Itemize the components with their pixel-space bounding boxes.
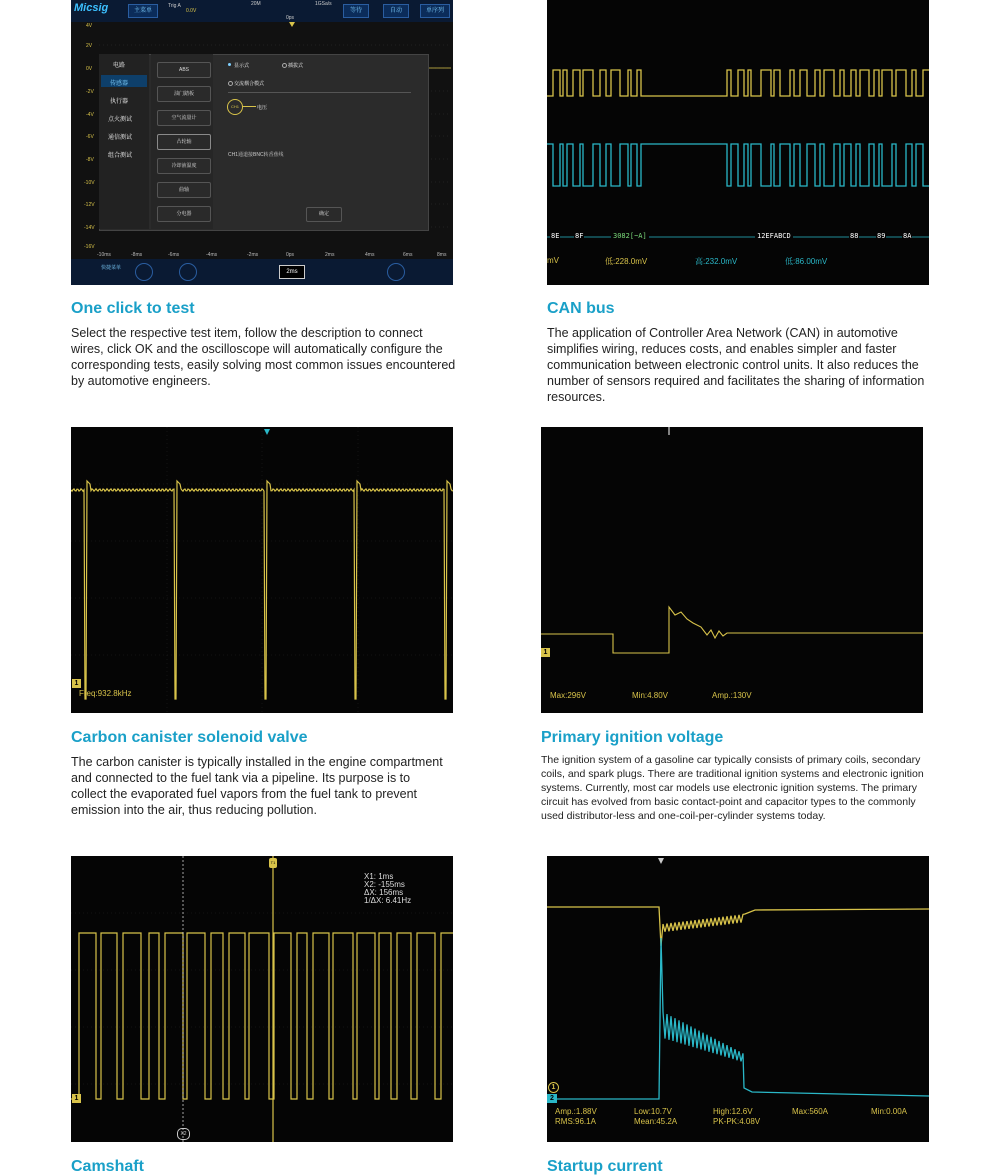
decode-frame: 88	[850, 232, 859, 240]
sensor-button-selected[interactable]: 凸轮轴	[157, 134, 211, 150]
y-tick: -6V	[86, 134, 94, 140]
section-description: Select the respective test item, follow the description to connect wires, click OK and the oscilloscope will automatically configure the corresponding tests, easily solving most common issues encountered by automotive engineers.	[71, 326, 456, 388]
decode-frame: 3082[~A]	[613, 232, 647, 240]
channel-marker: 2	[547, 1094, 557, 1103]
hint-text: CH1通道接BNC转香蕉线	[228, 152, 284, 158]
y-tick: -4V	[86, 112, 94, 118]
trace-ignition	[541, 607, 923, 653]
sensor-button[interactable]: 曲轴	[157, 182, 211, 198]
x-tick: -2ms	[247, 252, 259, 258]
sample-rate: 1GSa/s	[315, 1, 332, 7]
screenshot-carbon-canister	[71, 427, 453, 713]
y-tick: -10V	[84, 180, 95, 186]
measure-value: mV	[547, 256, 559, 265]
sensor-button[interactable]: 油门踏板	[157, 86, 211, 102]
x-tick: 4ms	[365, 252, 375, 258]
auto-button[interactable]: 自动	[383, 4, 409, 18]
wait-button[interactable]: 等待	[343, 4, 369, 18]
channel-label: 电压	[257, 105, 268, 111]
measure-value: Low:10.7V	[634, 1107, 672, 1116]
radio-icon[interactable]	[228, 81, 233, 86]
radio-label: 显示式	[234, 63, 250, 69]
screenshot-can-bus	[547, 0, 929, 285]
section-title: Primary ignition voltage	[541, 729, 724, 746]
decode-frame: 12EFABCD	[757, 232, 791, 240]
startup-waveforms	[547, 856, 929, 1142]
sensor-button[interactable]: 冷却液温度	[157, 158, 211, 174]
section-title: One click to test	[71, 300, 195, 317]
trace-current	[547, 938, 929, 1099]
sidebar-item[interactable]: 电路	[113, 63, 126, 69]
section-description: The ignition system of a gasoline car typically consists of primary coils, secondary coils, and spark plugs. There are traditional ignition systems and electronic ignition systems. Currently, most car models use electronic ignition systems. The primary circuit has evolved from basic contact-point and capacitor types to the commonly used distributor-less and one-coil-per-cylinder systems today.	[541, 754, 924, 822]
trace-can-low	[547, 144, 929, 186]
channel-icon: CH1	[227, 99, 243, 115]
measure-value: 低:86.00mV	[785, 257, 828, 266]
section-title: Camshaft	[71, 1158, 144, 1175]
knob-icon[interactable]	[387, 263, 405, 281]
x-tick: 6ms	[403, 252, 413, 258]
channel-marker: 1	[548, 1082, 559, 1093]
x-tick: -6ms	[168, 252, 180, 258]
x-tick: -4ms	[206, 252, 218, 258]
memory-depth: 20M	[251, 1, 261, 7]
y-tick: 2V	[86, 43, 93, 49]
radio-selected-icon[interactable]	[228, 63, 231, 66]
can-waveforms	[547, 0, 929, 285]
measure-value: Amp.:1.88V	[555, 1107, 597, 1116]
ignition-waveform	[541, 427, 923, 713]
amp-readout: Amp.:130V	[712, 691, 752, 700]
measure-value: Max:560A	[792, 1107, 829, 1116]
radio-label: 插拔式	[288, 63, 304, 69]
knob-icon[interactable]	[179, 263, 197, 281]
x-tick: -10ms	[97, 252, 111, 258]
dialog-divider	[228, 92, 411, 93]
decode-frame: 8E	[551, 232, 560, 240]
section-description: The application of Controller Area Network (CAN) in automotive simplifies wiring, reduces costs, and enables simpler and faster communication between electronic control units. It also reduces the number of sensors required and facilitates the sharing of information resources.	[547, 326, 925, 404]
channel-marker: 1	[541, 648, 550, 657]
position-readout: 0ps	[286, 15, 295, 21]
decode-frame: 8F	[575, 232, 584, 240]
main-menu-button[interactable]: 主菜单	[128, 4, 158, 18]
x-tick: 2ms	[325, 252, 335, 258]
logo: Micsig	[74, 2, 109, 14]
decode-frame: 8A	[903, 232, 912, 240]
quick-menu-button[interactable]: 快捷菜单	[101, 265, 122, 271]
knob-icon[interactable]	[135, 263, 153, 281]
timebase-readout[interactable]: 2ms	[279, 265, 305, 279]
canister-waveform	[71, 427, 453, 713]
section-title: Carbon canister solenoid valve	[71, 729, 308, 746]
sensor-button[interactable]: 空气流量计	[157, 110, 211, 126]
decode-frame: 89	[877, 232, 886, 240]
cursor-readout: X1: 1ms	[364, 872, 394, 881]
trigger-tag[interactable]: T1	[269, 858, 277, 868]
measure-value: Mean:45.2A	[634, 1117, 678, 1126]
section-description: The carbon canister is typically installed in the engine compartment and connected to the fuel tank via a pipeline. Its purpose is to collect the evaporated fuel vapors from the fuel tank to prevent emission into the air, thus reducing pollution.	[71, 755, 443, 817]
single-seq-button[interactable]: 单序列	[420, 4, 450, 18]
measure-value: 高:232.0mV	[695, 257, 738, 266]
frequency-readout: Freq:932.8kHz	[79, 689, 132, 698]
measure-value: RMS:96.1A	[555, 1117, 596, 1126]
trace-canister	[71, 481, 453, 699]
trig-value: 0.0V	[186, 8, 197, 14]
cursor-readout: ΔX: 156ms	[364, 888, 404, 897]
ok-button[interactable]: 确定	[306, 207, 342, 222]
trace-voltage	[547, 907, 929, 946]
cursor-tag[interactable]: X2	[177, 1128, 190, 1140]
y-tick: -8V	[86, 157, 94, 163]
radio-label: 交流耦合模式	[234, 81, 265, 87]
sensor-button[interactable]: 分电器	[157, 206, 211, 222]
y-tick: -12V	[84, 202, 95, 208]
channel-marker: 1	[72, 679, 81, 688]
trace-camshaft	[71, 933, 453, 1099]
sidebar-item[interactable]: 组合测试	[108, 153, 133, 159]
channel-line	[242, 106, 256, 107]
measure-value: 低:228.0mV	[605, 257, 648, 266]
section-title: CAN bus	[547, 300, 615, 317]
screenshot-startup-current	[547, 856, 929, 1142]
section-title: Startup current	[547, 1158, 663, 1175]
sidebar-item[interactable]: 点火测试	[108, 117, 133, 123]
sidebar-item[interactable]: 执行器	[110, 99, 129, 105]
x-tick: -8ms	[131, 252, 143, 258]
y-tick: 0V	[86, 66, 93, 72]
sidebar-item[interactable]: 传感器	[110, 81, 129, 87]
measure-value: Min:0.00A	[871, 1107, 908, 1116]
screenshot-primary-ignition	[541, 427, 923, 713]
y-tick: 4V	[86, 23, 93, 29]
screenshot-camshaft	[71, 856, 453, 1142]
y-tick: -16V	[84, 244, 95, 250]
channel-marker: 1	[72, 1094, 81, 1103]
cursor-readout: X2: -155ms	[364, 880, 405, 889]
y-tick: -14V	[84, 225, 95, 231]
measure-value: High:12.6V	[713, 1107, 753, 1116]
max-readout: Max:296V	[550, 691, 587, 700]
x-tick: 8ms	[437, 252, 447, 258]
measure-value: PK-PK:4.08V	[713, 1117, 761, 1126]
cursor-readout: 1/ΔX: 6.41Hz	[364, 896, 412, 905]
sensor-button[interactable]: ABS	[157, 62, 211, 78]
trace-can-high	[547, 70, 929, 96]
screenshot-one-click-test	[71, 0, 453, 285]
y-tick: -2V	[86, 89, 94, 95]
trig-label: Trig A	[168, 3, 181, 9]
sidebar-item[interactable]: 通信测试	[108, 135, 133, 141]
radio-icon[interactable]	[282, 63, 287, 68]
x-tick: 0ps	[286, 252, 295, 258]
min-readout: Min:4.80V	[632, 691, 669, 700]
